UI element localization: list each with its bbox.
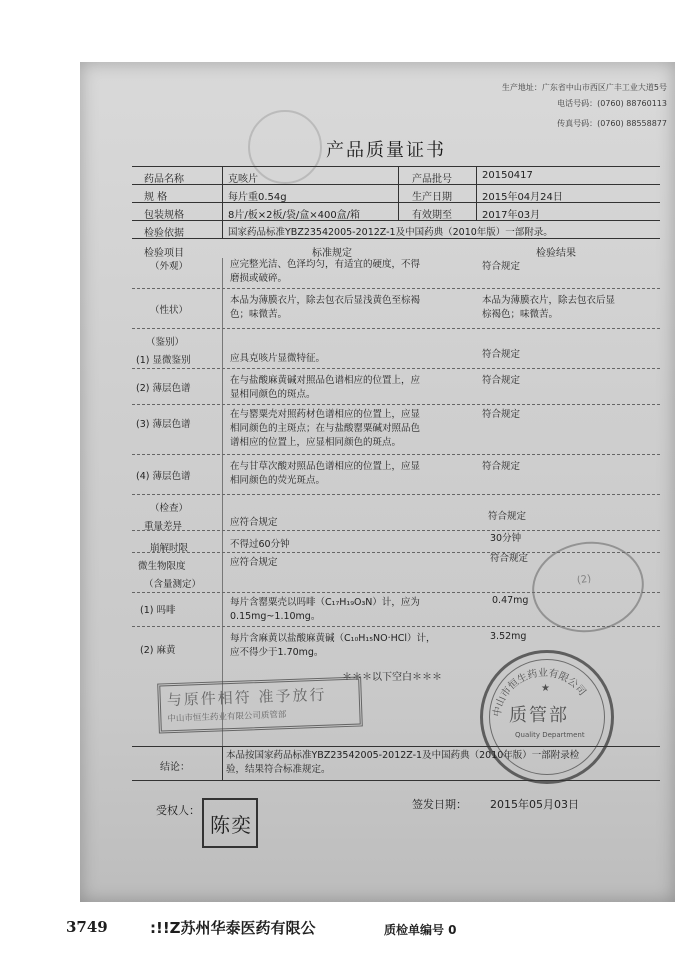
info-rule [222,166,223,238]
id4-label: (4) 薄层色谱 [136,471,191,482]
col-result-header: 检验结果 [536,248,576,259]
id3-standard: 在与罂粟壳对照药材色谱相应的位置上，应显 相同颜色的主斑点；在与盐酸罂粟碱对照品色 谱相应的位置上，应显相同颜色的斑点。 [230,409,421,448]
character-standard: 本品为薄膜衣片，除去包衣后显浅黄色至棕褐 色；味微苦。 [230,295,421,320]
info-rule [132,202,660,203]
expiry-value: 2017年03月 [482,210,541,221]
id4-standard: 在与甘草次酸对照品色谱相应的位置上，应显 相同颜色的荧光斑点。 [230,461,421,486]
signer-stamp: 陈奕 [202,798,258,848]
quality-certificate-sheet [80,62,675,902]
col-item-header: 检验项目 [144,248,184,259]
qa-department-seal: 中山市恒生药业有限公司 ★ 质管部 Quality Department [480,650,614,784]
pack-value: 8片/板×2板/袋/盒×400盒/箱 [228,210,361,221]
mfg-date-label: 生产日期 [412,192,452,203]
conclusion-label: 结论： [160,762,190,773]
micro-result: 符合规定 [490,553,529,564]
svg-text:中山市恒生药业有限公司: 中山市恒生药业有限公司 [491,667,588,718]
info-rule [132,184,660,185]
id4-result: 符合规定 [482,461,521,472]
faint-round-seal: (2) [526,535,649,640]
batch-label: 产品批号 [412,174,452,185]
section-assay: （含量测定） [144,579,202,590]
id3-label: (3) 薄层色谱 [136,419,191,430]
id1-standard: 应具克咳片显微特征。 [230,353,326,364]
appearance-result: 符合规定 [482,261,521,272]
id2-standard: 在与盐酸麻黄碱对照品色谱相应的位置上，应 显相同颜色的斑点。 [230,375,421,400]
weight-standard: 应符合规定 [230,517,278,528]
issue-date-value: 2015年05月03日 [490,798,579,811]
conclusion-text: 本品按国家药品标准YBZ23542005-2012Z-1及中国药典（2010年版）一部附录检 验，结果符合标准规定。 [226,750,580,775]
disint-label: 崩解时限 [150,543,189,554]
col-standard-header: 标准规定 [312,248,352,259]
footer-company: :!!Z苏州华泰医药有限公 [150,919,316,937]
section-inspection: （检查） [150,503,189,514]
row-divider [132,288,660,289]
morphine-standard: 每片含罂粟壳以吗啡（C₁₇H₁₉O₃N）计，应为 0.15mg~1.10mg。 [230,597,420,622]
info-rule [132,220,660,221]
disint-standard: 不得过60分钟 [230,539,290,550]
footer-form-no: 质检单编号 0 [384,923,457,937]
blank-marker: ＊＊＊以下空白＊＊＊ [342,672,442,683]
section-appearance: （外观） [150,261,189,272]
authorized-label: 受权人： [156,804,200,817]
micro-label: 微生物限度 [138,561,186,572]
footer-code: 3749 [66,918,108,936]
id2-label: (2) 薄层色谱 [136,383,191,394]
info-rule [132,238,660,239]
conclusion-rule [222,746,223,780]
info-rule [398,166,399,220]
pack-label: 包装规格 [144,210,184,221]
spec-value: 每片重0.54g [228,192,287,203]
section-identification: （鉴别） [146,337,185,348]
morphine-label: (1) 吗啡 [140,605,176,616]
release-stamp: 与原件相符 准予放行 中山市恒生药业有限公司质管部 [157,676,363,733]
weight-label: 重量差异 [144,521,183,532]
seal-star-icon: ★ [541,683,550,694]
fax-footer [0,915,700,945]
expiry-label: 有效期至 [412,210,452,221]
ephedrine-label: (2) 麻黄 [140,645,176,656]
item-column-rule [222,258,223,746]
issue-date-label: 签发日期： [412,798,467,811]
section-character: （性状） [150,305,189,316]
row-divider [132,368,660,369]
id1-result: 符合规定 [482,349,521,360]
mfg-date-value: 2015年04月24日 [482,192,563,203]
basis-value: 国家药品标准YBZ23542005-2012Z-1及中国药典（2010年版）一部附录。 [228,227,553,238]
conclusion-rule [132,780,660,781]
id1-label: (1) 显微鉴别 [136,355,191,366]
faint-seal-top [248,110,322,184]
drug-name-value: 克咳片 [228,174,258,185]
drug-name-label: 药品名称 [144,174,184,185]
morphine-result: 0.47mg [492,595,529,606]
info-rule [132,166,660,167]
character-result: 本品为薄膜衣片，除去包衣后显 棕褐色；味微苦。 [482,295,616,320]
row-divider [132,328,660,329]
row-divider [132,454,660,455]
header-fax: 传真号码：(0760) 88558877 [557,119,667,128]
row-divider [132,404,660,405]
id2-result: 符合规定 [482,375,521,386]
header-address: 生产地址：广东省中山市西区广丰工业大道5号 [501,83,667,92]
row-divider [132,494,660,495]
appearance-standard: 应完整光洁、色泽均匀，有适宜的硬度，不得 磨损或破碎。 [230,259,421,284]
spec-label: 规 格 [144,192,168,203]
batch-value: 20150417 [482,170,533,181]
disint-result: 30分钟 [490,533,522,544]
weight-result: 符合规定 [488,511,527,522]
micro-standard: 应符合规定 [230,557,278,568]
ephedrine-standard: 每片含麻黄以盐酸麻黄碱（C₁₀H₁₅NO·HCl）计， 应不得少于1.70mg。 [230,633,436,658]
ephedrine-result: 3.52mg [490,631,527,642]
id3-result: 符合规定 [482,409,521,420]
header-phone: 电话号码：(0760) 88760113 [557,99,667,108]
conclusion-rule [132,746,660,747]
certificate-title: 产品质量证书 [326,140,446,161]
basis-label: 检验依据 [144,228,184,239]
info-rule [476,166,477,220]
row-divider [132,530,660,531]
